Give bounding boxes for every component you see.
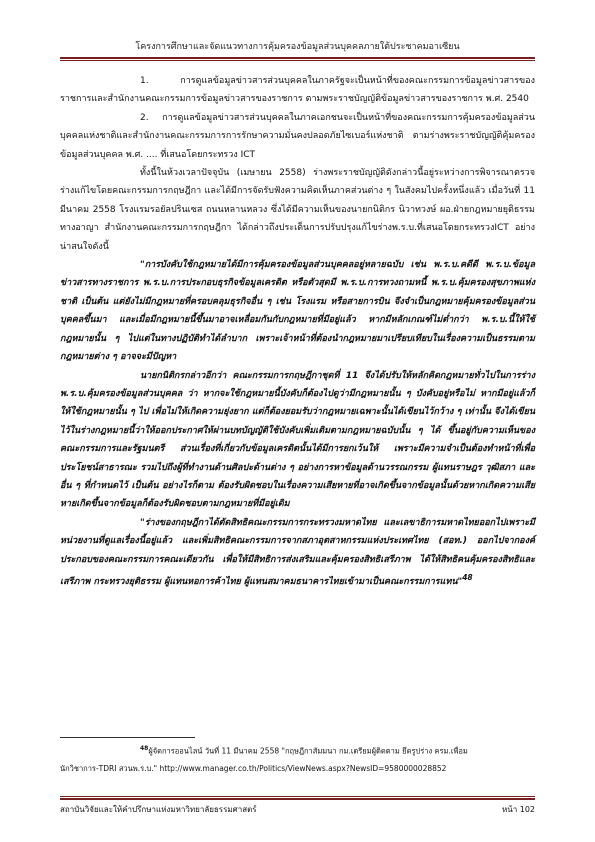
header-divider-thick: [60, 57, 535, 59]
footnote-reference: 48: [462, 572, 473, 582]
header-divider-thin: [60, 60, 535, 61]
page-header-title: โครงการศึกษาและจัดแนวทางการคุ้มครองข้อมูลส่วนบุคคลภายใต้ประชาคมอาเซียน: [135, 42, 460, 52]
footer-divider-thick: [60, 798, 535, 800]
paragraph-context: ทั้งนี้ในห้วงเวลาปัจจุบัน (เมษายน 2558) ร่างพระราชบัญญัติดังกล่าวนี้อยู่ระหว่างการพิจารณาตรวจร่างแก้ไขโดยคณะกรรมการกฤษฎีกา และได้มีการจัดรับฟังความคิดเห็นภาคส่วนต่าง ๆ ในสังคมไปครั้งหนึ่งแล้ว เมื่อวันที่ 11 มีนาคม 2558 โรงแรมรอยัลปรินเซส ถนนหลานหลวง ซึ่งได้มีความเห็นของนายกนิติกร นิวาทวงษ์ ผอ.ฝ่ายกฎหมายยุติธรรมทางอาญา สำนักงานคณะกรรมการกฤษฎีกา ได้กล่าวถึงประเด็นการปรับปรุงแก้ไขร่างพ.ร.บ.ที่เสนอโดยกระทรวงICT อย่างน่าสนใจดังนี้: [60, 168, 535, 252]
footnote-divider: [60, 737, 195, 738]
footer-divider-thin: [60, 796, 535, 797]
quote-paragraph-2: นายกนิติกรกล่าวอีกว่า คณะกรรมการกฤษฎีกาชุดที่ 11 จึงได้ปรับให้หลักคิดกฎหมายทั่วไปในการร่าง พ.ร.บ.คุ้มครองข้อมูลส่วนบุคคล ว่า หากจะใช้กฎหมายนี้บังคับก็ต้องไปดูว่ามีกฎหมายนั้น ๆ บังคับอยู่หรือไม่ หากมีอยู่แล้วก็ให้ใช้กฎหมายนั้น ๆ ไป เพื่อไม่ให้เกิดความยุ่งยาก แต่ก็ต้องยอมรับว่ากฎหมายเฉพาะนั้นได้เขียนไว้กว้าง ๆ เท่านั้น จึงได้เขียนไว้ในร่างกฎหมายนี้ว่าให้ออกประกาศให้ผ่านบทบัญญัติใช้บังคับเพิ่มเติมตามกฎหมายฉบับนั้น ๆ ได้ ขึ้นอยู่กับความเห็นของคณะกรรมการและรัฐมนตรี ส่วนเรื่องที่เกี่ยวกับข้อมูลเครดิตนั้นได้มีการยกเว้นให้ เพราะมีความจำเป็นต้องทำหน้าที่เพื่อประโยชน์สาธารณะ รวมไปถึงผู้ที่ทำงานด้านศิลปะด้านต่าง ๆ อย่างการหาข้อมูลด้านวรรณกรรม ผู้แทนราษฎร วุฒิสภา และอื่น ๆ ที่กำหนดไว้ เป็นต้น อย่างไรก็ตาม ต้องรับผิดชอบในเรื่องความเสียหายที่อาจเกิดขึ้นจากข้อมูลนั้นด้วยหากเกิดความเสียหายเกิดขึ้นจากข้อมูลก็ต้องรับผิดชอบตามกฎหมายที่มีอยู่เดิม: [60, 370, 535, 510]
footnote: [60, 740, 535, 777]
quote-paragraph-3: [60, 514, 535, 592]
footnote-line-2: นักวิชาการ-TDRI สวนพ.ร.บ." http://www.manager.co.th/Politics/ViewNews.aspx?NewsID=9580000028852: [60, 763, 447, 773]
quote-paragraph-3-text: "ร่างของกฤษฎีกาได้ตัดสิทธิคณะกรรมการกระทรวงมหาดไทย และเลขาธิการมหาดไทยออกไปเพราะมีหน่วยงานที่ดูแลเรื่องนี้อยู่แล้ว และเพิ่มสิทธิคณะกรรมการจากสภาอุตสาหกรรมแห่งประเทศไทย (สอท.) ออกไปจากองค์ประกอบของคณะกรรมการคณะเดียวกัน เพื่อให้มีสิทธิการส่งเสริมและคุ้มครองสิทธิเสรีภาพ ได้ให้สิทธิคนคุ้มครองสิทธิและเสรีภาพ กระทรวงยุติธรรม ผู้แทนหอการค้าไทย ผู้แทนสมาคมธนาคารไทยเข้ามาเป็นคณะกรรมการแทน": [60, 517, 535, 587]
paragraph-item-2: 2. การดูแลข้อมูลข่าวสารส่วนบุคคลในภาคเอกชนจะเป็นหน้าที่ของคณะกรรมการคุ้มครองข้อมูลส่วนบุคคลแห่งชาติและสำนักงานคณะกรรมการการรักษาความมั่นคงปลอดภัยไซเบอร์แห่งชาติ ตามร่างพระราชบัญญัติคุ้มครองข้อมูลส่วนบุคคล พ.ศ. .... ที่เสนอโดยกระทรวง ICT: [60, 112, 535, 160]
footnote-line-1: [60, 740, 535, 760]
page-number: หน้า 102: [501, 805, 535, 814]
footnote-text-1: ผู้จัดการออนไลน์ วันที่ 11 มีนาคม 2558 "กฤษฎีกาสัมมนา กม.เตรียมผู้ติดตาม ยึดรูปร่าง ครม.เพื่อม: [148, 746, 468, 756]
paragraph-item-1: 1. การดูแลข้อมูลข่าวสารส่วนบุคคลในภาครัฐจะเป็นหน้าที่ของคณะกรรมการข้อมูลข่าวสารของราชการและสำนักงานคณะกรรมการข้อมูลข่าวสารของราชการ ตามพระราชบัญญัติข้อมูลข่าวสารของราชการ พ.ศ. 2540: [60, 76, 535, 105]
footer-institution: สถาบันวิจัยและให้คำปรึกษาแห่งมหาวิทยาลัยธรรมศาสตร์: [60, 805, 257, 814]
document-body: [60, 72, 535, 591]
quote-paragraph-1: "การบังคับใช้กฎหมายได้มีการคุ้มครองข้อมูลส่วนบุคคลอยู่หลายฉบับ เช่น พ.ร.บ.คดีดี พ.ร.บ.ข้อมูลข่าวสารทางราชการ พ.ร.บ.การประกอบธุรกิจข้อมูลเครดิต หรือตัวสุดมี พ.ร.บ.การทวงถามหนี้ พ.ร.บ.คุ้มครองสุขภาพแห่งชาติ เป็นต้น แต่ยังไม่มีกฎหมายที่ครอบคลุมธุรกิจอื่น ๆ เช่น โรงแรม หรือสายการบิน จึงจำเป็นกฎหมายคุ้มครองข้อมูลส่วนบุคคลขึ้นมา และเมื่อมีกฎหมายนี้ขึ้นมาอาจเหลื่อมกันกับกฎหมายที่มีอยู่แล้ว หากมีหลักเกณฑ์ไม่ต่ำกว่า พ.ร.บ.นี้ให้ใช้กฎหมายนั้น ๆ ไปแต่ในทางปฏิบัติทำได้ลำบาก เพราะเจ้าหน้าที่ต้องนำกฎหมายมาเปรียบเทียบในเรื่องความเป็นธรรมตามกฎหมายต่าง ๆ อาจจะมีปัญหา: [60, 260, 535, 363]
footnote-number: 48: [140, 745, 149, 752]
